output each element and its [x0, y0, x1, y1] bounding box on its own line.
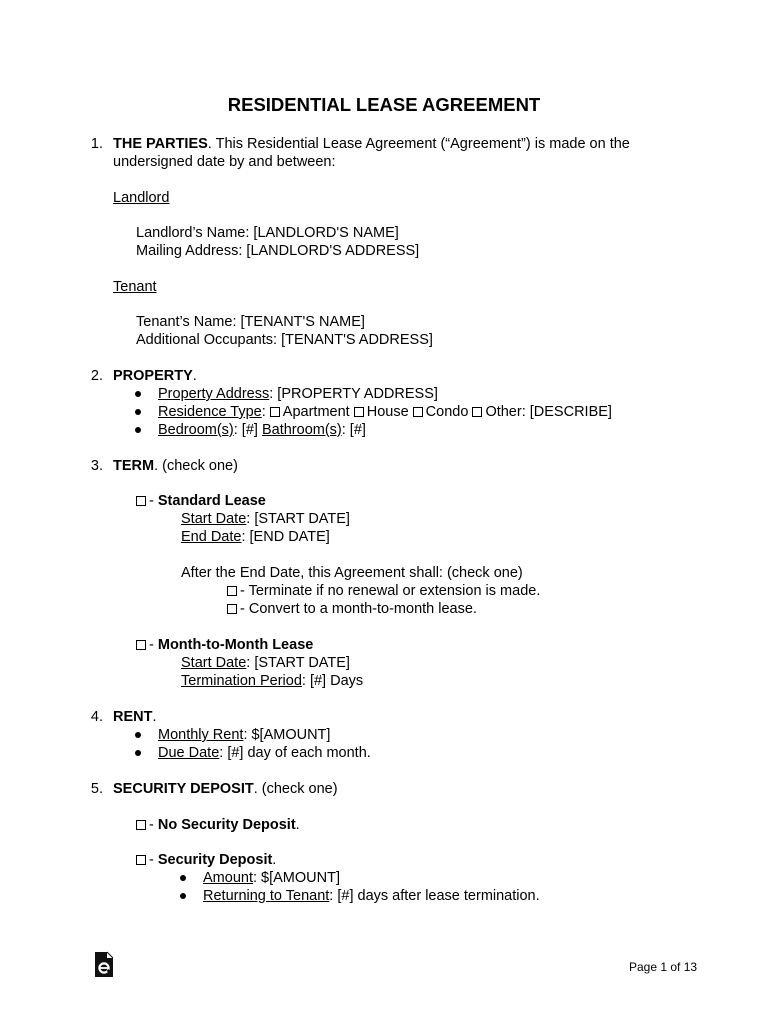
checkbox-condo[interactable]: [413, 407, 423, 417]
checkbox-apartment[interactable]: [270, 407, 280, 417]
parties-intro-line2: undersigned date by and between:: [113, 154, 336, 170]
section-number: 1.: [90, 136, 103, 152]
standard-lease-option: - Standard Lease: [136, 492, 266, 510]
standard-start-date: Start Date: [START DATE]: [181, 511, 350, 527]
standard-lease-label: Standard Lease: [157, 493, 266, 509]
property-address: [158, 385, 438, 403]
checkbox-no-deposit[interactable]: [136, 820, 146, 830]
property-address-label: Property Address: [158, 386, 270, 402]
rooms: Bedroom(s): [#] Bathroom(s): [#]: [158, 422, 366, 438]
landlord-address: Mailing Address: [LANDLORD'S ADDRESS]: [136, 243, 420, 259]
tenant-name: Tenant’s Name: [TENANT'S NAME]: [136, 314, 365, 330]
termination-period: Termination Period: [#] Days: [181, 673, 364, 689]
deposit-amount: Amount: $[AMOUNT]: [203, 870, 340, 886]
document-title: RESIDENTIAL LEASE AGREEMENT: [227, 94, 541, 115]
term-heading: TERM: [113, 458, 155, 474]
checkbox-other[interactable]: [472, 407, 482, 417]
term-heading-line: TERM. (check one): [113, 458, 238, 474]
checkbox-standard-lease[interactable]: [136, 496, 146, 506]
landlord-name: Landlord’s Name: [LANDLORD'S NAME]: [136, 225, 399, 241]
bullet-icon: [135, 732, 141, 738]
no-deposit-label: No Security Deposit: [157, 817, 296, 833]
section-number: 2.: [90, 368, 103, 384]
bedrooms-label: Bedroom(s): [158, 422, 234, 438]
tenant-occupants: Additional Occupants: [TENANT'S ADDRESS]: [136, 332, 433, 348]
parties-heading: THE PARTIES: [113, 136, 208, 152]
deposit-return: Returning to Tenant: [#] days after lease termination.: [203, 888, 540, 904]
monthly-rent: Monthly Rent: $[AMOUNT]: [158, 727, 331, 743]
rent-heading: RENT: [113, 709, 153, 725]
checkbox-terminate[interactable]: [227, 586, 237, 596]
property-heading-line: PROPERTY.: [113, 368, 197, 384]
property-address-value: : [PROPERTY ADDRESS]: [269, 386, 438, 402]
residence-type: Residence Type: Apartment House Condo Other: [DESCRIBE]: [158, 404, 612, 420]
parties-intro-line1: . This Residential Lease Agreement (“Agreement”) is made on the: [207, 136, 630, 152]
bullet-icon: [180, 875, 186, 881]
security-deposit-option: - Security Deposit.: [136, 851, 276, 869]
eforms-logo-icon: [94, 951, 114, 978]
checkbox-convert[interactable]: [227, 604, 237, 614]
landlord-label: Landlord: [113, 190, 170, 206]
option-apartment: Apartment: [282, 404, 350, 420]
security-deposit-label: Security Deposit: [157, 852, 273, 868]
rent-heading-line: RENT.: [113, 709, 157, 725]
section-number: 5.: [90, 781, 103, 797]
convert-option: - Convert to a month-to-month lease.: [227, 600, 477, 618]
page-number: Page 1 of 13: [629, 960, 698, 974]
parties-intro: [113, 135, 630, 153]
section-number: 4.: [90, 709, 103, 725]
bullet-icon: [180, 893, 186, 899]
deposit-heading: SECURITY DEPOSIT: [113, 781, 254, 797]
option-other: Other: [DESCRIBE]: [485, 404, 612, 420]
deposit-heading-line: SECURITY DEPOSIT. (check one): [113, 781, 338, 797]
mtm-start-date: Start Date: [START DATE]: [181, 655, 350, 671]
due-date: Due Date: [#] day of each month.: [158, 745, 371, 761]
terminate-option: - Terminate if no renewal or extension is made.: [227, 582, 540, 600]
bullet-icon: [135, 750, 141, 756]
tenant-label: Tenant: [113, 279, 157, 295]
bullet-icon: [135, 391, 141, 397]
checkbox-house[interactable]: [354, 407, 364, 417]
month-to-month-label: Month-to-Month Lease: [157, 637, 314, 653]
after-end-date-text: After the End Date, this Agreement shall: (check one): [181, 565, 523, 581]
checkbox-security-deposit[interactable]: [136, 855, 146, 865]
bullet-icon: [135, 409, 141, 415]
bathrooms-label: Bathroom(s): [261, 422, 342, 438]
residence-type-label: Residence Type: [158, 404, 262, 420]
property-heading: PROPERTY: [113, 368, 193, 384]
no-deposit-option: - No Security Deposit.: [136, 816, 300, 834]
section-number: 3.: [90, 458, 103, 474]
month-to-month-option: - Month-to-Month Lease: [136, 636, 313, 654]
checkbox-month-to-month[interactable]: [136, 640, 146, 650]
option-condo: Condo: [425, 404, 469, 420]
bullet-icon: [135, 427, 141, 433]
option-house: House: [366, 404, 409, 420]
standard-end-date: End Date: [END DATE]: [181, 529, 330, 545]
